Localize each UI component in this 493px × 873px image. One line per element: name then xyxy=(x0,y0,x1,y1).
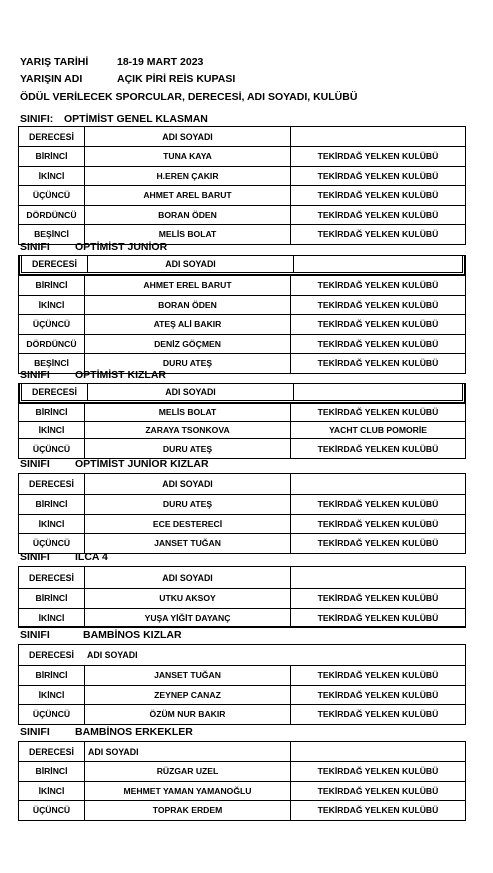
class-name: OPTİMİST JUNİOR KIZLAR xyxy=(75,458,209,470)
athlete-name-cell: MELİS BOLAT xyxy=(84,225,290,244)
table-row xyxy=(19,704,465,724)
athlete-name-cell: RÜZGAR UZEL xyxy=(84,762,290,781)
column-header-rank: DERECESİ xyxy=(29,746,74,757)
rank-cell: ÜÇÜNCÜ xyxy=(32,319,71,330)
class-label: SINIFI xyxy=(20,458,50,470)
athlete-name-cell: ZEYNEP CANAZ xyxy=(84,686,290,705)
club-cell: TEKİRDAĞ YELKEN KULÜBÜ xyxy=(290,801,465,820)
athlete-name-cell: UTKU AKSOY xyxy=(84,589,290,608)
table-row xyxy=(19,781,465,801)
column-header-club xyxy=(290,127,465,146)
rank-cell: İKİNCİ xyxy=(38,299,65,310)
athlete-name-cell: DURU ATEŞ xyxy=(84,495,290,514)
athlete-name-cell: BORAN ÖDEN xyxy=(84,296,290,315)
race-date-label: YARIŞ TARİHİ xyxy=(20,56,89,68)
race-name-value: AÇIK PİRİ REİS KUPASI xyxy=(117,73,236,85)
rank-cell: İKİNCİ xyxy=(38,785,65,796)
athlete-name-cell: TUNA KAYA xyxy=(84,147,290,166)
column-header-name: ADI SOYADI xyxy=(84,742,290,761)
athlete-name-cell: MELİS BOLAT xyxy=(84,404,290,421)
rank-cell: İKİNCİ xyxy=(38,612,65,623)
race-date-value: 18-19 MART 2023 xyxy=(117,56,204,68)
rank-cell: ÜÇÜNCÜ xyxy=(32,805,71,816)
table-header-row xyxy=(19,384,465,403)
club-cell: TEKİRDAĞ YELKEN KULÜBÜ xyxy=(290,495,465,514)
table-row xyxy=(19,314,465,334)
results-table xyxy=(18,383,466,459)
column-header-name: ADI SOYADI xyxy=(87,650,138,660)
column-header-name: ADI SOYADI xyxy=(87,256,293,272)
column-header-name: ADI SOYADI xyxy=(84,567,290,588)
club-cell: TEKİRDAĞ YELKEN KULÜBÜ xyxy=(290,686,465,705)
class-label: SINIFI xyxy=(20,629,50,641)
rank-cell: BİRİNCİ xyxy=(35,280,68,291)
table-row xyxy=(19,588,465,608)
rank-cell: ÜÇÜNCÜ xyxy=(32,190,71,201)
table-header-row xyxy=(19,742,465,761)
table-row xyxy=(19,761,465,781)
club-cell: TEKİRDAĞ YELKEN KULÜBÜ xyxy=(290,167,465,186)
club-cell: TEKİRDAĞ YELKEN KULÜBÜ xyxy=(290,354,465,373)
rank-cell: İKİNCİ xyxy=(38,689,65,700)
table-row xyxy=(19,403,465,421)
table-row xyxy=(19,275,465,295)
rank-cell: DÖRDÜNCÜ xyxy=(26,209,77,220)
table-header-row xyxy=(19,474,465,494)
race-date-line xyxy=(20,56,204,68)
table-row xyxy=(19,185,465,205)
table-header-row xyxy=(19,256,465,275)
table-header-row xyxy=(19,645,465,665)
athlete-name-cell: JANSET TUĞAN xyxy=(84,666,290,685)
club-cell: TEKİRDAĞ YELKEN KULÜBÜ xyxy=(290,206,465,225)
table-row xyxy=(19,800,465,820)
table-row xyxy=(19,205,465,225)
table-row xyxy=(19,533,465,553)
column-header-name: ADI SOYADI xyxy=(84,127,290,146)
rank-cell: BİRİNCİ xyxy=(35,151,68,162)
column-header-rank: DERECESİ xyxy=(29,479,74,489)
club-cell: TEKİRDAĞ YELKEN KULÜBÜ xyxy=(290,276,465,295)
class-name: OPTİMİST GENEL KLASMAN xyxy=(64,113,208,125)
club-cell: TEKİRDAĞ YELKEN KULÜBÜ xyxy=(290,315,465,334)
club-cell: YACHT CLUB POMORİE xyxy=(290,422,465,439)
column-header-club xyxy=(293,384,468,400)
table-header-row xyxy=(19,567,465,588)
rank-cell: BEŞİNCİ xyxy=(34,358,69,369)
results-table xyxy=(18,473,466,554)
club-cell: TEKİRDAĞ YELKEN KULÜBÜ xyxy=(290,666,465,685)
rank-cell: BİRİNCİ xyxy=(35,766,68,777)
class-name: ILCA 4 xyxy=(75,551,108,563)
class-name: OPTİMİST KIZLAR xyxy=(75,369,166,381)
column-header-club xyxy=(293,256,468,272)
athlete-name-cell: ECE DESTERECİ xyxy=(84,515,290,534)
rank-cell: BİRİNCİ xyxy=(35,407,68,418)
column-header-rank: DERECESİ xyxy=(32,387,77,397)
athlete-name-cell: DENİZ GÖÇMEN xyxy=(84,335,290,354)
rank-cell: İKİNCİ xyxy=(38,170,65,181)
club-cell: TEKİRDAĞ YELKEN KULÜBÜ xyxy=(290,186,465,205)
class-label: SINIFI xyxy=(20,551,50,563)
club-cell: TEKİRDAĞ YELKEN KULÜBÜ xyxy=(290,225,465,244)
table-row xyxy=(19,514,465,534)
athlete-name-cell: ZARAYA TSONKOVA xyxy=(84,422,290,439)
athlete-name-cell: ÖZÜM NUR BAKIR xyxy=(84,705,290,724)
column-header-rank: DERECESİ xyxy=(29,131,74,142)
race-name-label: YARIŞIN ADI xyxy=(20,73,83,85)
class-label: SINIFI xyxy=(20,241,50,253)
table-row xyxy=(19,421,465,439)
rank-cell: ÜÇÜNCÜ xyxy=(32,443,71,454)
column-header-rank: DERECESİ xyxy=(29,572,74,583)
table-row xyxy=(19,685,465,705)
table-row xyxy=(19,494,465,514)
rank-cell: DÖRDÜNCÜ xyxy=(26,338,77,349)
column-header-rank: DERECESİ xyxy=(29,650,74,660)
athlete-name-cell: AHMET EREL BARUT xyxy=(84,276,290,295)
club-cell: TEKİRDAĞ YELKEN KULÜBÜ xyxy=(290,335,465,354)
table-row xyxy=(19,334,465,354)
class-heading-bar xyxy=(18,626,466,627)
race-name-line xyxy=(20,73,236,85)
table-row xyxy=(19,438,465,458)
athlete-name-cell: TOPRAK ERDEM xyxy=(84,801,290,820)
athlete-name-cell: ATEŞ ALİ BAKIR xyxy=(84,315,290,334)
column-header-club xyxy=(290,567,465,588)
column-header-name: ADI SOYADI xyxy=(84,474,290,494)
table-row xyxy=(19,146,465,166)
club-cell: TEKİRDAĞ YELKEN KULÜBÜ xyxy=(290,762,465,781)
rank-cell: BİRİNCİ xyxy=(35,670,68,681)
athlete-name-cell: DURU ATEŞ xyxy=(84,354,290,373)
class-name: BAMBİNOS ERKEKLER xyxy=(75,726,193,738)
column-header-club xyxy=(290,742,465,761)
table-row xyxy=(19,295,465,315)
column-header-rank: DERECESİ xyxy=(32,259,77,269)
rank-cell: BİRİNCİ xyxy=(35,499,68,510)
document-subtitle: ÖDÜL VERİLECEK SPORCULAR, DERECESİ, ADI SOYADI, KULÜBÜ xyxy=(20,91,358,103)
club-cell: TEKİRDAĞ YELKEN KULÜBÜ xyxy=(290,534,465,553)
results-table xyxy=(18,741,466,821)
club-cell: TEKİRDAĞ YELKEN KULÜBÜ xyxy=(290,296,465,315)
athlete-name-cell: MEHMET YAMAN YAMANOĞLU xyxy=(84,782,290,801)
results-table xyxy=(18,255,466,374)
club-cell: TEKİRDAĞ YELKEN KULÜBÜ xyxy=(290,439,465,458)
athlete-name-cell: BORAN ÖDEN xyxy=(84,206,290,225)
column-header-club xyxy=(290,645,465,665)
rank-cell: BİRİNCİ xyxy=(35,593,68,604)
table-row xyxy=(19,608,465,628)
club-cell: TEKİRDAĞ YELKEN KULÜBÜ xyxy=(290,782,465,801)
athlete-name-cell: AHMET AREL BARUT xyxy=(84,186,290,205)
athlete-name-cell: H.EREN ÇAKIR xyxy=(84,167,290,186)
column-header-name: ADI SOYADI xyxy=(87,384,293,400)
rank-cell: ÜÇÜNCÜ xyxy=(32,709,71,720)
athlete-name-cell: JANSET TUĞAN xyxy=(84,534,290,553)
column-header-club xyxy=(290,474,465,494)
class-label: SINIFI xyxy=(20,369,50,381)
results-table xyxy=(18,566,466,628)
class-label: SINIFI xyxy=(20,726,50,738)
club-cell: TEKİRDAĞ YELKEN KULÜBÜ xyxy=(290,609,465,628)
club-cell: TEKİRDAĞ YELKEN KULÜBÜ xyxy=(290,404,465,421)
rank-cell: ÜÇÜNCÜ xyxy=(32,538,71,549)
athlete-name-cell: YUŞA YİĞİT DAYANÇ xyxy=(84,609,290,628)
rank-cell: BEŞİNCİ xyxy=(34,229,69,240)
rank-cell: İKİNCİ xyxy=(38,518,65,529)
athlete-name-cell: DURU ATEŞ xyxy=(84,439,290,458)
club-cell: TEKİRDAĞ YELKEN KULÜBÜ xyxy=(290,589,465,608)
class-name: BAMBİNOS KIZLAR xyxy=(83,629,182,641)
class-label: SINIFI: xyxy=(20,113,54,125)
class-name: OPTİMİST JUNİOR xyxy=(75,241,168,253)
results-table xyxy=(18,126,466,245)
club-cell: TEKİRDAĞ YELKEN KULÜBÜ xyxy=(290,515,465,534)
table-row xyxy=(19,665,465,685)
table-row xyxy=(19,166,465,186)
rank-cell: İKİNCİ xyxy=(38,424,65,435)
club-cell: TEKİRDAĞ YELKEN KULÜBÜ xyxy=(290,147,465,166)
results-table xyxy=(18,644,466,725)
table-header-row xyxy=(19,127,465,146)
club-cell: TEKİRDAĞ YELKEN KULÜBÜ xyxy=(290,705,465,724)
